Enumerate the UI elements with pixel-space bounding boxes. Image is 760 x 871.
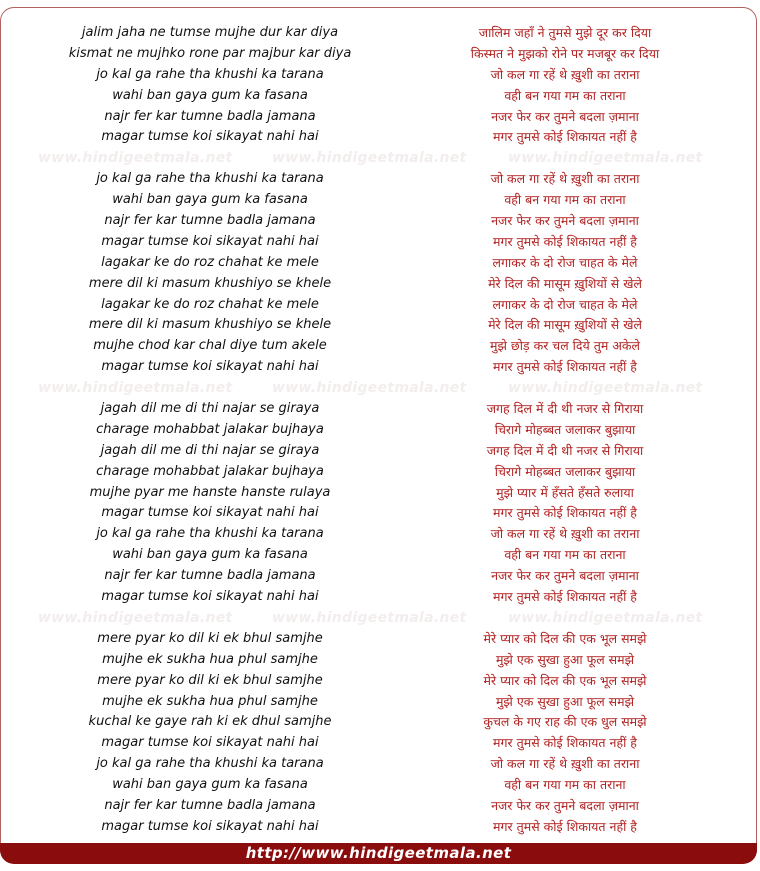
lyric-english: najr fer kar tumne badla jamana [104,568,316,584]
watermark-text: www.hindigeetmala.net [38,150,233,167]
lyric-hindi: जो कल गा रहें थे ख़ुशी का तराना [490,171,640,187]
lyric-hindi: जगह दिल में दी थी नजर से गिराया [486,442,644,458]
lyric-hindi: कुचल के गए राह की एक धुल समझे [483,714,647,730]
lyric-english: jo kal ga rahe tha khushi ka tarana [96,66,324,82]
lyric-hindi: मुझे एक सुखा हुआ फूल समझे [495,693,635,709]
footer-bar [0,843,757,864]
lyric-hindi: जालिम जहाँ ने तुमसे मुझे दूर कर दिया [478,25,652,40]
watermark-text: www.hindigeetmala.net [508,609,703,626]
lyric-hindi: मगर तुमसे कोई शिकायत नहीं है [493,233,637,249]
lyric-line [0,193,760,214]
lyric-hindi: जो कल गा रहें थे ख़ुशी का तराना [490,526,640,542]
watermark-row [0,151,760,172]
lyric-hindi: मगर तुमसे कोई शिकायत नहीं है [493,359,637,375]
lyric-hindi: वही बन गया गम का तराना [504,777,626,793]
lyric-english: magar tumse koi sikayat nahi hai [101,818,319,834]
lyric-english: jalim jaha ne tumse mujhe dur kar diya [81,25,339,40]
lyric-line [0,47,760,68]
lyric-english: charage mohabbat jalakar bujhaya [96,463,324,479]
lyric-line [0,256,760,277]
lyric-line [0,465,760,486]
lyric-line [0,277,760,298]
lyric-line [0,235,760,256]
lyric-hindi: जगह दिल में दी थी नजर से गिराया [486,401,644,417]
lyric-hindi: वही बन गया गम का तराना [504,87,626,103]
lyric-hindi: नजर फेर कर तुमने बदला ज़माना [491,108,639,124]
lyric-hindi: मुझे प्यार में हँसते हँसते रुलाया [496,484,634,500]
lyric-hindi: मगर तुमसे कोई शिकायत नहीं है [493,505,637,521]
lyric-hindi: चिरागे मोहब्बत जलाकर बुझाया [494,421,636,437]
lyric-english: jagah dil me di thi najar se giraya [100,401,320,417]
lyric-hindi: जो कल गा रहें थे ख़ुशी का तराना [490,66,640,82]
lyric-hindi: मेरे प्यार को दिल की एक भूल समझे [483,630,647,646]
lyric-line [0,68,760,89]
lyric-line [0,130,760,151]
lyric-line [0,569,760,590]
lyric-line [0,548,760,569]
lyric-line [0,715,760,736]
lyric-line [0,360,760,381]
lyric-english: wahi ban gaya gum ka fasana [112,777,308,793]
lyric-line [0,89,760,110]
lyric-hindi: मगर तुमसे कोई शिकायत नहीं है [493,129,637,145]
lyric-hindi: मगर तुमसे कोई शिकायत नहीं है [493,735,637,751]
lyric-english: najr fer kar tumne badla jamana [104,108,316,124]
lyric-line [0,757,760,778]
lyric-english: kuchal ke gaye rah ki ek dhul samjhe [88,714,332,730]
lyric-hindi: चिरागे मोहब्बत जलाकर बुझाया [494,463,636,479]
watermark-text: www.hindigeetmala.net [272,609,467,626]
lyric-hindi: मेरे प्यार को दिल की एक भूल समझे [483,672,647,688]
watermark-text: www.hindigeetmala.net [508,150,703,167]
lyric-english: lagakar ke do roz chahat ke mele [101,254,319,270]
lyric-line [0,423,760,444]
lyric-line [0,527,760,548]
lyric-line [0,402,760,423]
lyric-line [0,506,760,527]
lyric-line [0,444,760,465]
lyric-english: najr fer kar tumne badla jamana [104,797,316,813]
lyric-hindi: नजर फेर कर तुमने बदला ज़माना [491,797,639,813]
lyric-line [0,339,760,360]
lyric-line [0,632,760,653]
lyric-english: mere pyar ko dil ki ek bhul samjhe [97,672,323,688]
lyric-english: magar tumse koi sikayat nahi hai [101,129,319,145]
lyric-english: jo kal ga rahe tha khushi ka tarana [96,526,324,542]
lyric-line [0,110,760,131]
lyric-english: mujhe pyar me hanste hanste rulaya [89,484,331,500]
watermark-text: www.hindigeetmala.net [38,380,233,397]
watermark-text: www.hindigeetmala.net [508,380,703,397]
lyrics-body [0,26,760,841]
lyric-english: mere dil ki masum khushiyo se khele [88,317,332,333]
lyric-english: mujhe ek sukha hua phul samjhe [102,693,318,709]
lyric-english: wahi ban gaya gum ka fasana [112,87,308,103]
lyric-hindi: लगाकर के दो रोज चाहत के मेले [492,296,638,312]
lyric-line [0,298,760,319]
lyric-english: wahi ban gaya gum ka fasana [112,192,308,208]
lyric-line [0,820,760,841]
lyric-hindi: मुझे एक सुखा हुआ फूल समझे [495,651,635,667]
lyric-line [0,778,760,799]
lyric-hindi: नजर फेर कर तुमने बदला ज़माना [491,568,639,584]
lyric-line [0,736,760,757]
lyric-english: magar tumse koi sikayat nahi hai [101,505,319,521]
lyric-line [0,653,760,674]
lyric-hindi: नजर फेर कर तुमने बदला ज़माना [491,213,639,229]
watermark-text: www.hindigeetmala.net [272,150,467,167]
watermark-text: www.hindigeetmala.net [38,609,233,626]
lyric-hindi: किस्मत ने मुझको रोने पर मजबूर कर दिया [470,45,660,61]
lyric-line [0,318,760,339]
lyric-english: mere dil ki masum khushiyo se khele [88,275,332,291]
lyric-english: mujhe ek sukha hua phul samjhe [102,651,318,667]
lyric-line [0,695,760,716]
watermark-row [0,381,760,402]
watermark-text: www.hindigeetmala.net [272,380,467,397]
lyric-line [0,26,760,47]
lyric-english: jo kal ga rahe tha khushi ka tarana [96,756,324,772]
lyric-english: lagakar ke do roz chahat ke mele [101,296,319,312]
watermark-row [0,611,760,632]
lyric-hindi: मेरे दिल की मासूम ख़ुशियों से खेले [488,317,642,333]
lyric-english: charage mohabbat jalakar bujhaya [96,421,324,437]
lyric-line [0,172,760,193]
lyric-hindi: मगर तुमसे कोई शिकायत नहीं है [493,589,637,605]
lyric-hindi: वही बन गया गम का तराना [504,192,626,208]
lyric-english: mujhe chod kar chal diye tum akele [93,338,327,354]
lyric-english: magar tumse koi sikayat nahi hai [101,233,319,249]
lyric-line [0,214,760,235]
lyric-line [0,486,760,507]
lyric-hindi: लगाकर के दो रोज चाहत के मेले [492,254,638,270]
lyric-line [0,590,760,611]
lyric-hindi: मेरे दिल की मासूम ख़ुशियों से खेले [488,275,642,291]
lyric-line [0,674,760,695]
lyric-hindi: वही बन गया गम का तराना [504,547,626,563]
footer-url[interactable]: http://www.hindigeetmala.net [245,844,512,862]
lyric-english: jagah dil me di thi najar se giraya [100,442,320,458]
lyric-hindi: मगर तुमसे कोई शिकायत नहीं है [493,818,637,834]
lyric-hindi: मुझे छोड़ कर चल दिये तुम अकेले [490,338,640,354]
lyric-english: magar tumse koi sikayat nahi hai [101,589,319,605]
lyric-english: najr fer kar tumne badla jamana [104,213,316,229]
lyric-line [0,799,760,820]
lyric-english: kismat ne mujhko rone par majbur kar diya [68,45,352,61]
lyric-english: jo kal ga rahe tha khushi ka tarana [96,171,324,187]
lyric-hindi: जो कल गा रहें थे ख़ुशी का तराना [490,756,640,772]
lyric-english: mere pyar ko dil ki ek bhul samjhe [97,630,323,646]
lyric-english: magar tumse koi sikayat nahi hai [101,359,319,375]
lyric-english: magar tumse koi sikayat nahi hai [101,735,319,751]
lyric-english: wahi ban gaya gum ka fasana [112,547,308,563]
